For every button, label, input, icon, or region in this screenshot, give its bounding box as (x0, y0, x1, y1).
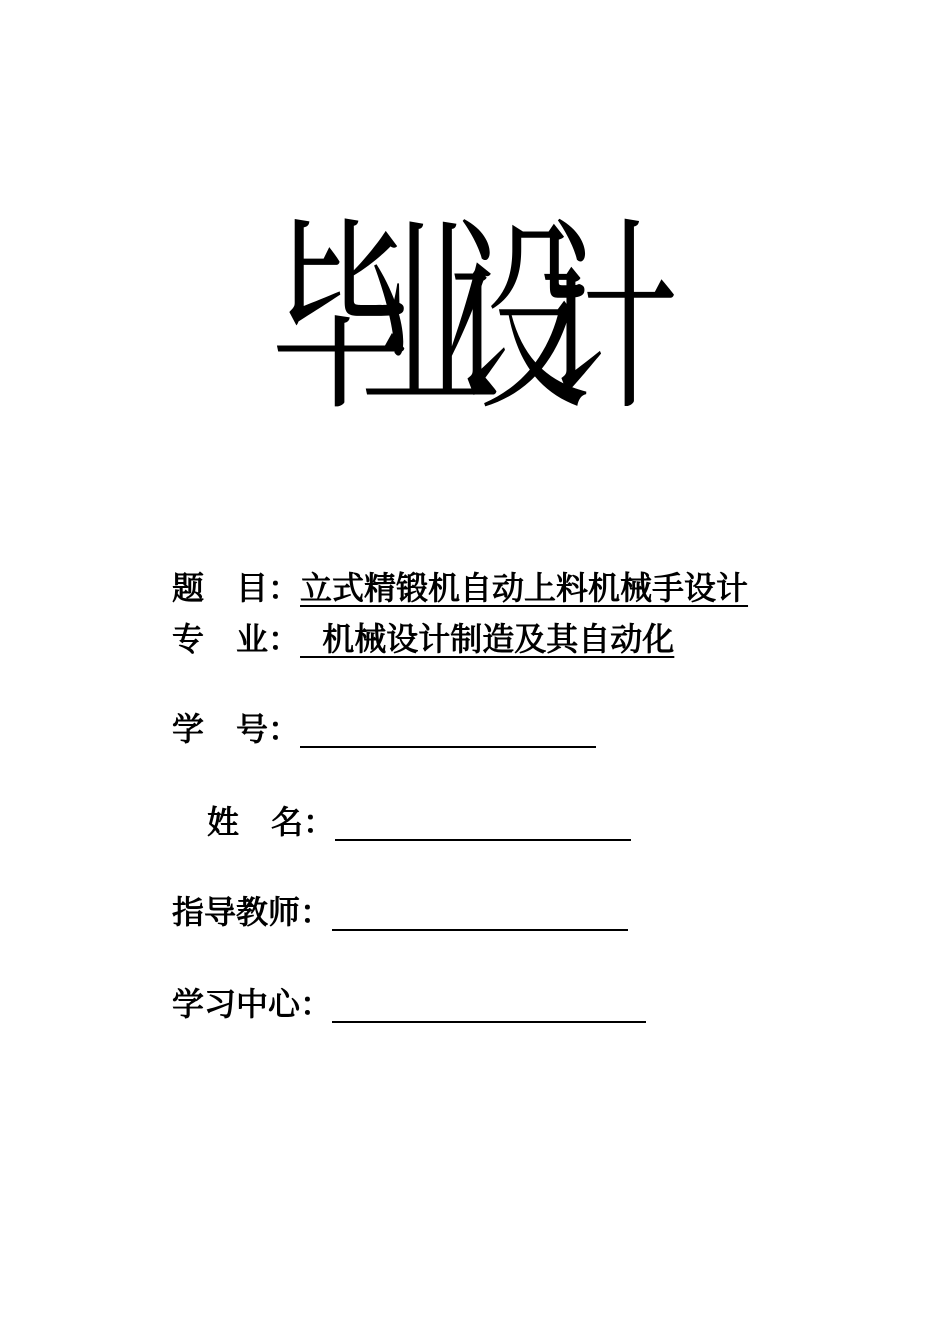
major-field (172, 616, 674, 662)
name-blank (335, 799, 631, 841)
cover-title: 毕业设计 (270, 200, 628, 440)
study-center-blank (332, 981, 646, 1023)
topic-field (172, 565, 748, 611)
topic-value: 立式精锻机自动上料机械手设计 (300, 569, 749, 607)
advisor-blank (332, 889, 628, 931)
advisor-label: 指导教师： (172, 893, 333, 931)
student-id-field (172, 706, 596, 752)
major-value: 机械设计制造及其自动化 (300, 620, 675, 658)
study-center-label: 学习中心： (172, 985, 333, 1023)
student-id-blank (300, 706, 596, 748)
name-label: 姓 名： (207, 803, 336, 841)
topic-label: 题 目： (172, 569, 301, 607)
advisor-field (172, 889, 628, 935)
study-center-field (172, 981, 646, 1027)
name-field (207, 799, 631, 845)
major-label: 专 业： (172, 620, 301, 658)
student-id-label: 学 号： (172, 710, 301, 748)
